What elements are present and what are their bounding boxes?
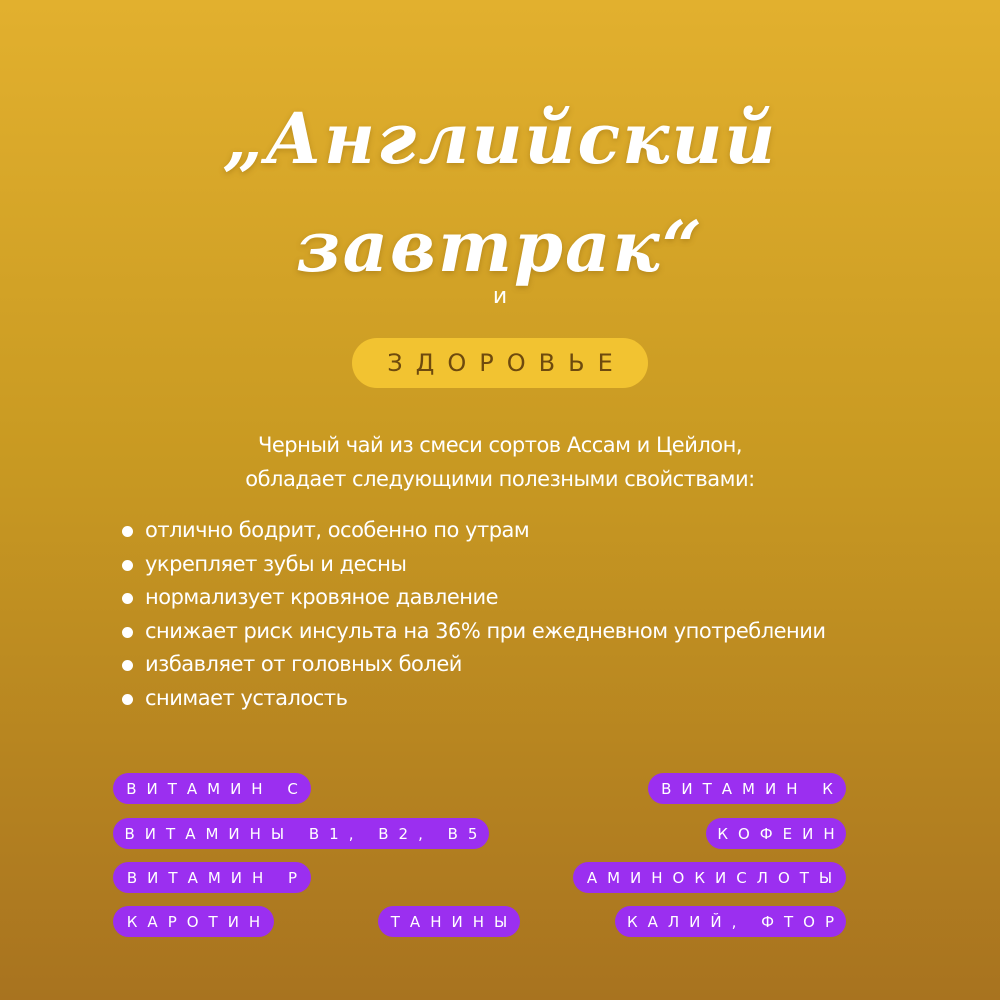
health-badge: ЗДОРОВЬЕ	[352, 338, 648, 388]
benefits-list	[118, 514, 978, 715]
benefit-item: нормализует кровяное давление	[118, 581, 978, 615]
intro-line-1: Черный чай из смеси сортов Ассам и Цейлон,	[257, 433, 743, 457]
tag-vitamins-b: ВИТАМИНЫ В1, В2, В5	[113, 818, 489, 849]
benefit-item: укрепляет зубы и десны	[118, 548, 978, 582]
tag-vitamin-c: ВИТАМИН С	[113, 773, 311, 804]
benefit-item: снижает риск инсульта на 36% при ежедневном употреблении	[118, 615, 978, 649]
intro-text	[0, 428, 1000, 496]
intro-line-2: обладает следующими полезными свойствами:	[245, 467, 755, 491]
benefit-item: отлично бодрит, особенно по утрам	[118, 514, 978, 548]
title-line-1: „Английский	[222, 97, 778, 180]
conjunction-text: и	[492, 284, 508, 309]
tag-vitamin-p: ВИТАМИН Р	[113, 862, 311, 893]
tag-amino-acids: АМИНОКИСЛОТЫ	[573, 862, 846, 893]
benefit-item: снимает усталость	[118, 682, 978, 716]
page-title	[0, 85, 1000, 301]
tag-tannins: ТАНИНЫ	[378, 906, 520, 937]
tag-carotene: КАРОТИН	[113, 906, 274, 937]
title-line-2: завтрак“	[295, 205, 704, 288]
benefit-item: избавляет от головных болей	[118, 648, 978, 682]
tag-potassium-fluorine: КАЛИЙ, ФТОР	[615, 906, 846, 937]
tag-caffeine: КОФЕИН	[706, 818, 846, 849]
tag-vitamin-k: ВИТАМИН К	[648, 773, 846, 804]
